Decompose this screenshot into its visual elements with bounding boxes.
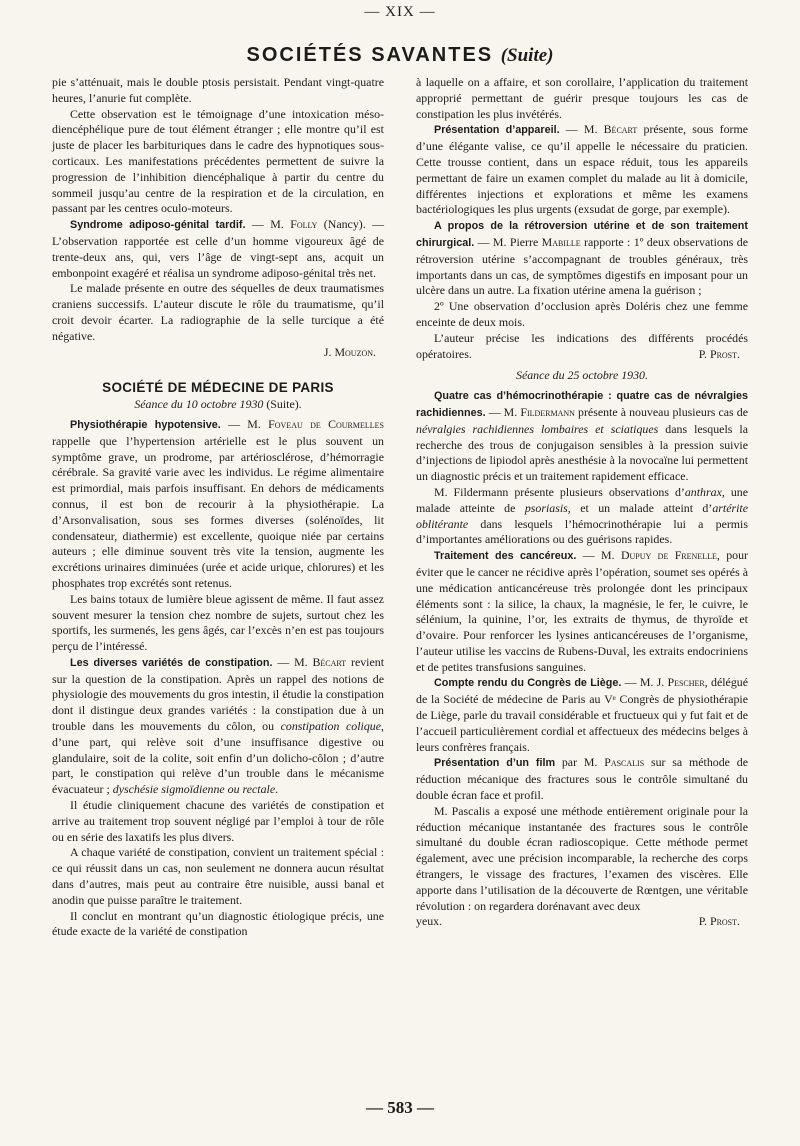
paragraph-text: (Nancy). — L’observation rapportée est celle d’un homme vigoureux âgé de trente-deux ans, qui, vers l’âge de vingt-sept ans, acquit un embonpoint exagéré et réalisa un syndrome adiposo-génital très net. — [52, 217, 385, 280]
signature: P. Prost. — [698, 914, 740, 929]
signature: P. Prost. — [698, 346, 740, 361]
paragraph-text: , d’une part, qui relève soit d’une insuffisance digestive ou glandulaire, soit de la colite, soit enfin d’un dolicho-côlon ; d’autre part, le constipation qui relève d’un trouble dans le mécanisme évacuateur ; — [52, 719, 384, 797]
paragraph-text: , pour éviter que le cancer ne récidive après l’opération, soumet ses opérés à une médication anticancéreuse très prolongée dont les principaux éléments sont : la silice, la chaux, la magnésie, le fer, le cuivre, le sélénium, la quinine, l’or, les extraits de thymus, de thyroïde et d’ovaire. Pour renforcer les lysines anticancéreuses de l’organisme, l’auteur utilise les vaccins de Rubens-Duval, les extraits endocriniens et de petites transfusions sanguines. — [416, 548, 748, 674]
paragraph-text: L’auteur précise les indications des différents procédés opératoires. — [416, 330, 748, 361]
dash: — M. — [559, 122, 604, 137]
author-name: Foveau de Courmelles — [268, 416, 384, 431]
paragraph-text: présente à nouveau plusieurs cas de — [574, 404, 748, 419]
article-heading: Compte rendu du Congrès de Liège. — [434, 677, 622, 690]
paragraph: 2º Une observation d’occlusion après Doléris chez une femme enceinte de deux mois. — [416, 299, 748, 329]
paragraph — [416, 914, 748, 930]
page-number: — 583 — — [366, 1098, 434, 1117]
author-name: Fildermann — [520, 404, 575, 419]
article-heading: Physiothérapie hypotensive. — [70, 418, 221, 431]
dash: — M. — [245, 217, 291, 232]
paragraph-text: présente, sous forme d’une élégante valise, ce qu’il appelle le nécessaire du praticien. Cette trousse contient, dans un espace réduit, tous les appareils permettant de faire un examen complet du malade au lit à domicile, différentes injections et explorations et même les examens bactériologiques les plus urgents (exsudat de gorge, par exemple). — [416, 122, 748, 217]
article-heading: Traitement des cancéreux. — [434, 550, 577, 563]
paragraph — [416, 675, 748, 755]
running-title — [0, 44, 800, 67]
author-name: Bécart — [312, 654, 347, 669]
paragraph-text: rapporte : 1º deux observations de rétroversion utérine s’accompagnant de troubles généraux, très importants dans un cas, de symptômes digestifs en imposant pour un ulcère dans un autre. La fixation utérine amena la guérison ; — [416, 234, 749, 298]
article-heading: Syndrome adiposo-génital tardif. — [70, 219, 246, 232]
author-name: Bécart — [603, 122, 638, 137]
paragraph: à laquelle on a affaire, et son corollaire, l’application du traitement approprié permettant de guérir presque toujours les cas de constipation les plus invétérés. — [416, 75, 748, 121]
paragraph — [416, 331, 748, 363]
paragraph-text: revient sur la question de la constipation. Après un rappel des notions de physiologie des mouvements du gros intestin, il étudie la constipation dont il distingue deux grandes variétés : la constipation due à un trouble dans les mouvements du côlon, ou — [52, 654, 384, 734]
paragraph: A chaque variété de constipation, convient un traitement spécial : ce qui réussit dans un cas, non seulement ne donnera aucun résultat dans d’autres, mais peut au contraire être nuisible, aussi banal et anodin que puisse paraître le traitement. — [52, 845, 384, 907]
paragraph-text: sur sa méthode de réduction mécanique des fractures sous le contrôle simultané du double écran face et profil. — [416, 755, 748, 803]
roman-page-number: — XIX — — [364, 4, 436, 20]
running-title-suite: (Suite) — [500, 45, 554, 66]
paragraph-text: dans lesquels l’hémocrinothérapie lui a permis d’importantes améliorations ou des guérisons rapides. — [416, 516, 748, 547]
paragraph: Cette observation est le témoignage d’une intoxication méso-diencéphélique pure de tout élément étranger ; elle montre qu’il est juste de placer les barbituriques dans le cadre des hypnotiques sous-corticaux. Les manifestations précédentes permettent de suivre la progression de l’inhibition diencéphalique à partir du centre du sommeil jusqu’au centre de la respiration et de la circulation, en passant par les centres oculo-moteurs. — [52, 106, 384, 216]
paragraph — [416, 485, 748, 548]
author-name: Folly — [290, 217, 318, 232]
paragraph: M. Pascalis a exposé une méthode entièrement originale pour la réduction mécanique instantanée des fractures sous le contrôle simultané du double écran radioscopique. Cette méthode permet également, avec une précision incomparable, la recherche des corps étrangers, le vissage des fractures, l’examen des viscères. Elle apporte dans l’utilisation de la découverte de Rœntgen, une véritable révolution : on regardera dorénavant avec deux — [416, 803, 748, 913]
dash: — M. — [576, 548, 621, 563]
paragraph: Les bains totaux de lumière bleue agissent de même. Il faut assez souvent mesurer la tension chez nombre de sujets, surtout chez les sportifs, les surmenés, les gens âgés, car l’excès n’en est pas toujours perçu de l’intéressé. — [52, 591, 384, 654]
italic-term: artérite oblitérante — [416, 500, 749, 531]
paragraph — [52, 655, 384, 798]
paragraph-text: dans lesquels la recherche des trous de conjugaison sensibles à la pression suivie d’injections de lipiodol après anesthésie à la novocaïne lui permettent un diagnostic précis et un traitement rapidement efficace. — [416, 421, 748, 484]
article-heading: Les diverses variétés de constipation. — [70, 656, 273, 669]
paragraph — [416, 122, 748, 218]
article-heading: A propos de la rétroversion utérine et de son traitement chirurgical. — [416, 220, 748, 249]
dash: — M. — [272, 654, 313, 669]
author-name: Pascalis — [604, 755, 645, 770]
paragraph-text: , délégué de la Société de médecine de Paris au Vᵉ Congrès de physiothérapie de Liège, parle du travail considérable et fructueux qui y fut fait et de l’accueil particulièrement cordial et affectueux des médecins belges à leurs confrères français. — [416, 675, 748, 754]
session-date-text: Séance du 10 octobre 1930 — [134, 397, 264, 412]
paragraph — [416, 548, 748, 675]
right-column — [416, 75, 748, 930]
paragraph-text: , et un malade atteint d’ — [567, 500, 713, 515]
article-heading: Présentation d’appareil. — [434, 124, 560, 137]
italic-term: constipation colique — [280, 719, 382, 734]
dash: — M. Pierre — [474, 234, 542, 249]
author-name: Dupuy de Frenelle — [620, 548, 717, 563]
italic-term: psoriasis — [524, 500, 568, 515]
dash: — M. — [220, 416, 269, 431]
italic-term: anthrax — [684, 484, 722, 499]
article-heading: Présentation d’un film — [434, 757, 556, 770]
session-date — [52, 397, 384, 413]
dash: par M. — [555, 755, 605, 770]
article-heading: Quatre cas d’hémocrinothérapie : quatre cas de névralgies rachidiennes. — [416, 390, 748, 419]
paragraph: Il étudie cliniquement chacune des variétés de constipation et arrive au traitement trop souvent négligé par l’emploi à tour de rôle ou en série des laxatifs les plus divers. — [52, 798, 384, 844]
paragraph: pie s’atténuait, mais le double ptosis persistait. Pendant vingt-quatre heures, l’anurie fut complète. — [52, 75, 384, 105]
paragraph — [416, 218, 748, 299]
author-name: Pescher — [667, 675, 705, 690]
paragraph: Le malade présente en outre des séquelles de deux traumatismes craniens successifs. L’auteur discute le rôle du traumatisme, qu’il croit devoir écarter. La radiographie de la selle turcique a été négative. — [52, 281, 384, 343]
italic-term: névralgies rachidiennes lombaires et sciatiques — [416, 421, 659, 436]
italic-term: dyschésie sigmoïdienne ou rectale — [112, 782, 276, 797]
running-title-text: SOCIÉTÉS SAVANTES — [246, 44, 494, 66]
paragraph-text: rappelle que l’hypertension artérielle est le plus souvent un symptôme grave, un prodrome, par artériosclérose, d’hémorragie cérébrale. Sa gravité varie avec les individus. Le régime alimentaire est primordial, mais parfois insuffisant. En dehors de médicaments connus, il est bon de recourir à la physiothérapie. La d’Arsonvalisation, sous ses formes diverses (solénoïdes, lit condensateur, diathermie) est excellente, quoique niée par certains auteurs ; elle diminue souvent très vite la tension, augmente les excrétions urinaires diminuées (urée et acide urique, chlorures) et les phosphates trop excrétés sont retenus. — [52, 433, 384, 590]
paragraph — [416, 388, 748, 485]
paragraph — [52, 217, 384, 281]
paragraph-text: M. Fildermann présente plusieurs observations d’ — [434, 484, 685, 499]
paragraph — [416, 755, 748, 803]
paragraph-text: . — [275, 782, 279, 797]
paragraph — [52, 417, 384, 592]
paragraph: Il conclut en montrant qu’un diagnostic étiologique précis, une étude exacte de la variété de constipation — [52, 908, 384, 939]
paragraph-text: yeux. — [416, 914, 443, 929]
signature: J. Mouzon. — [323, 344, 376, 359]
dash: — M. J. — [621, 675, 668, 690]
left-column — [52, 75, 384, 940]
session-suite: (Suite). — [263, 397, 302, 412]
session-date: Séance du 25 octobre 1930. — [516, 368, 648, 383]
paragraph-text: , une malade atteinte de — [416, 484, 748, 515]
section-title: SOCIÉTÉ DE MÉDECINE DE PARIS — [102, 380, 334, 396]
author-name: Mabille — [541, 234, 581, 249]
dash: — M. — [485, 404, 521, 419]
